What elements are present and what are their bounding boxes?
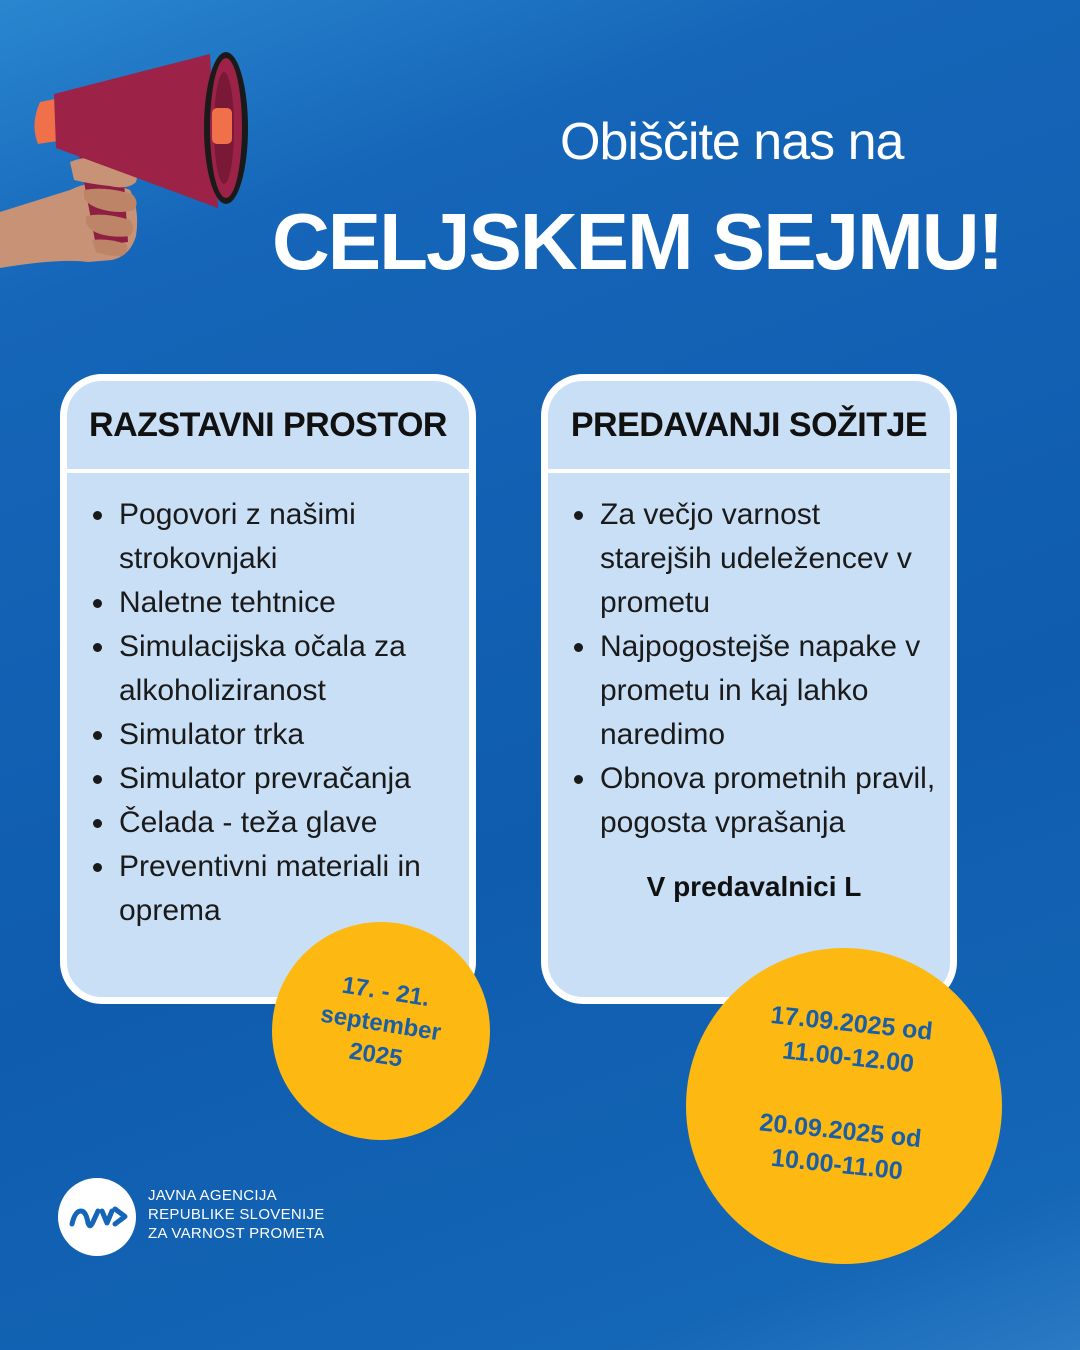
schedule-slot-1-date: 17.09.2025 od [769,1000,934,1046]
list-item: Čelada - teža glave [89,801,459,845]
lectures-card [541,374,957,1004]
megaphone-illustration [0,40,270,280]
lectures-list [548,473,950,845]
schedule-slot-1-time: 11.00-12.00 [780,1036,916,1079]
lectures-card-title: PREDAVANJI SOŽITJE [548,381,950,473]
list-item: Pogovori z našimi strokovnjaki [89,493,459,581]
list-item: Simulacijska očala za alkoholiziranost [89,625,459,713]
list-item: Naletne tehtnice [89,581,459,625]
badge-month: september [319,1000,444,1047]
list-item: Za večjo varnost starejših udeležencev v prometu [570,493,940,625]
lecture-location: V predavalnici L [646,871,862,902]
headline-intro: Obiščite nas na [560,113,904,171]
list-item: Najpogostejše napake v prometu in kaj lahko naredimo [570,625,940,757]
badge-year: 2025 [347,1037,405,1073]
schedule-slot-2-date: 20.09.2025 od [757,1108,923,1154]
agency-name-line: REPUBLIKE SLOVENIJE [148,1206,325,1223]
list-item: Preventivni materiali in oprema [89,845,459,933]
badge-date-range: 17. - 21. [340,971,432,1013]
list-item: Simulator prevračanja [89,757,459,801]
exhibition-card-title: RAZSTAVNI PROSTOR [67,381,469,473]
agency-name-line: JAVNA AGENCIJA [148,1187,277,1204]
exhibition-card [60,374,476,1004]
exhibition-list [67,473,469,933]
avp-logo-icon [58,1178,136,1256]
headline-title: CELJSKEM SEJMU! [272,197,1003,286]
lecture-schedule-badge [686,948,1002,1264]
agency-name-line: ZA VARNOST PROMETA [148,1225,325,1242]
schedule-slot-2-time: 10.00-11.00 [769,1143,904,1186]
list-item: Simulator trka [89,713,459,757]
agency-name [148,1186,325,1243]
list-item: Obnova prometnih pravil, pogosta vprašanja [570,757,940,845]
exhibition-date-badge [272,922,490,1140]
